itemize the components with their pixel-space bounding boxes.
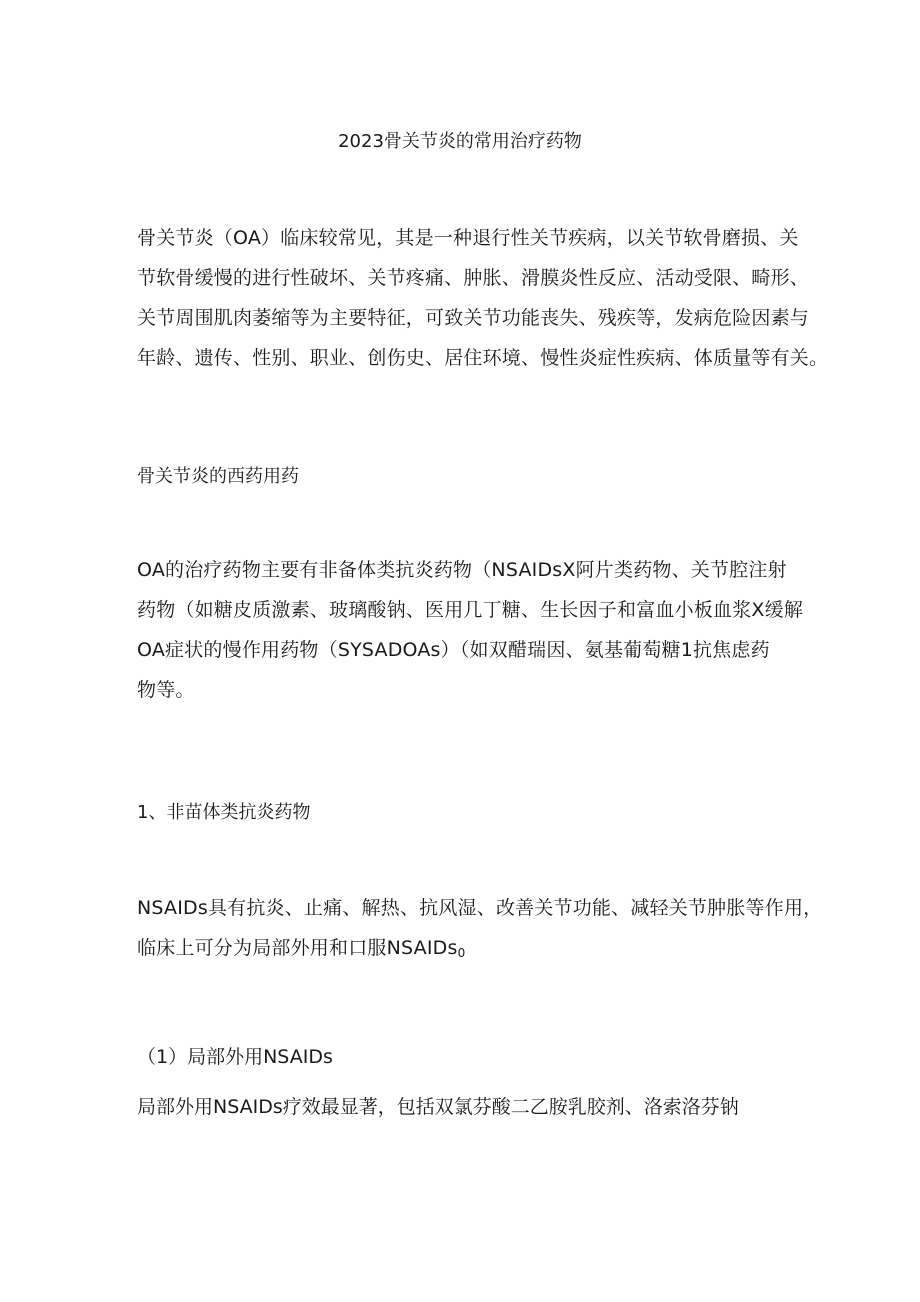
section-heading-western-medicine: 骨关节炎的西药用药 [137, 466, 299, 487]
intro-line: 骨关节炎（OA）临床较常见，其是一种退行性关节疾病，以关节软骨磨损、关 [137, 227, 799, 249]
topical-nsaids-paragraph [137, 1092, 797, 1122]
paragraph-line [137, 928, 797, 973]
intro-line: 节软骨缓慢的进行性破坏、关节疼痛、肿胀、滑膜炎性反应、活动受限、畸形、 [137, 267, 810, 289]
paragraph-line-text: 临床上可分为局部外用和口服NSAIDs [137, 937, 458, 959]
paragraph-line: 局部外用NSAIDs疗效最显著，包括双氯芬酸二乙胺乳胶剂、洛索洛芬钠 [137, 1096, 739, 1118]
intro-paragraph [137, 218, 829, 378]
subsection-heading-nsaids: 1、非苗体类抗炎药物 [137, 802, 311, 823]
intro-line: 年龄、遗传、性别、职业、创伤史、居住环境、慢性炎症性疾病、体质量等有关。 [137, 347, 829, 369]
document-title: 2023骨关节炎的常用治疗药物 [338, 131, 582, 152]
intro-line: 关节周围肌肉萎缩等为主要特征，可致关节功能丧失、残疾等，发病危险因素与 [137, 307, 810, 329]
subsection-heading-topical-nsaids: （1）局部外用NSAIDs [137, 1046, 333, 1068]
treatment-drugs-paragraph [137, 550, 804, 710]
paragraph-line: 物等。 [137, 679, 195, 701]
subscript-text: 0 [457, 946, 466, 960]
paragraph-line: OA症状的慢作用药物（SYSADOAs）（如双醋瑞因、氨基葡萄糖1抗焦虑药 [137, 639, 770, 661]
paragraph-line: 药物（如糖皮质激素、玻璃酸钠、医用几丁糖、生长因子和富血小板血浆X缓解 [137, 599, 804, 621]
paragraph-line: OA的治疗药物主要有非备体类抗炎药物（NSAIDsX阿片类药物、关节腔注射 [137, 559, 787, 581]
paragraph-line: NSAIDs具有抗炎、止痛、解热、抗风湿、改善关节功能、减轻关节肿胀等作用， [137, 897, 823, 919]
nsaids-paragraph [137, 888, 823, 973]
